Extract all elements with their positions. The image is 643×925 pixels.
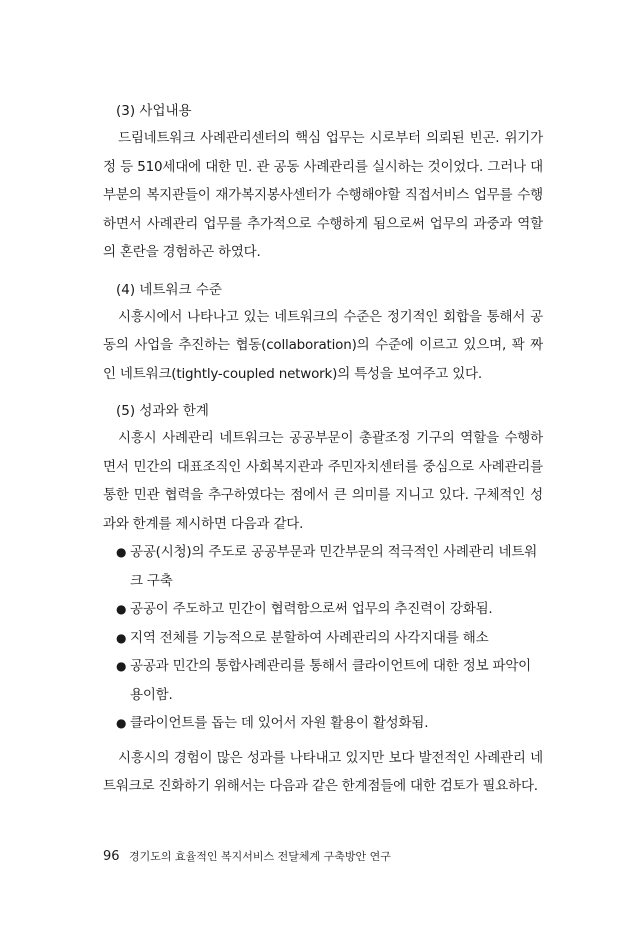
page-body [103,98,543,801]
bullet-item [103,709,543,738]
section-4-heading: (4) 네트워크 수준 [116,281,222,298]
bullet-dot-icon: ● [116,602,127,616]
section-5-paragraph: 시흥시 사례관리 네트워크는 공공부문이 총괄조정 기구의 역할을 수행하면서 민간의 대표조직인 사회복지관과 주민자치센터를 중심으로 사례관리를 통한 민관 협력을 추구하였다는 점에서 큰 의미를 지니고 있다. 구체적인 성과와 한계를 제시하면 다음과 같다. [103,430,543,532]
bullet-text: 클라이언트를 돕는 데 있어서 자원 활용이 활성화됨. [130,715,429,731]
bullet-text: 지역 전체를 기능적으로 분할하여 사례관리의 사각지대를 해소 [130,629,489,646]
bullet-dot-icon: ● [116,659,127,673]
bullet-dot-icon: ● [116,716,127,730]
page-number: 96 [103,849,120,864]
section-3-paragraph: 드림네트워크 사례관리센터의 핵심 업무는 시로부터 의뢰된 빈곤. 위기가정 등 510세대에 대한 민. 관 공동 사례관리를 실시하는 것이었다. 그러나 대부분의 복지관들이 재가복지봉사센터가 수행해야할 직접서비스 업무를 수행하면서 사례관리 업무를 추가적으로 수행하게 됨으로써 업무의 과중과 역할의 혼란을 경험하곤 하였다. [103,130,543,260]
section-5-heading: (5) 성과와 한계 [116,403,209,419]
bullet-dot-icon: ● [116,630,127,645]
bullet-item [103,624,543,653]
bullet-text: 공공과 민간의 통합사례관리를 통해서 클라이언트에 대한 정보 파악이 용이함. [130,658,532,703]
results-bullet-list [103,538,543,738]
bullet-text: 공공이 주도하고 민간이 협력함으로써 업무의 추진력이 강화됨. [130,601,493,617]
bullet-item [103,538,543,595]
section-5-closing-paragraph: 시흥시의 경험이 많은 성과를 나타내고 있지만 보다 발전적인 사례관리 네트워크로 진화하기 위해서는 다음과 같은 한계점들에 대한 검토가 필요하다. [103,749,543,794]
bullet-dot-icon: ● [116,545,127,559]
section-3-heading: (3) 사업내용 [116,103,192,119]
page-footer [103,848,391,864]
bullet-text: 공공(시청)의 주도로 공공부문과 민간부문의 적극적인 사례관리 네트워크 구축 [130,544,538,589]
running-title: 경기도의 효율적인 복지서비스 전달체계 구축방안 연구 [129,850,391,863]
bullet-item [103,652,543,709]
bullet-item [103,595,543,624]
section-4-paragraph: 시흥시에서 나타나고 있는 네트워크의 수준은 정기적인 회합을 통해서 공동의 사업을 추진하는 협동(collaboration)의 수준에 이르고 있으며, 꽉 짜인 네트워크(tightly-coupled network)의 특성을 보여주고 있다. [103,308,543,382]
